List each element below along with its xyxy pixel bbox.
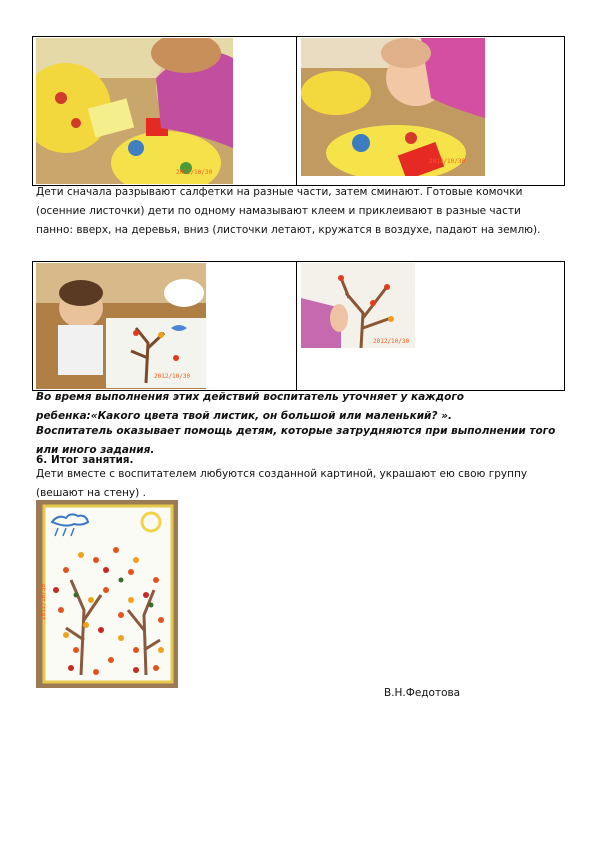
- paragraph-process-description: Дети сначала разрывают салфетки на разные части, затем сминают. Готовые комочки (осенние листочки) дети по одному намазывают клеем и приклеивают в разные части панно: вверх, на деревья, вниз (листочки летают, кружатся в воздухе, падают на землю).: [36, 186, 541, 236]
- author-signature: В.Н.Федотова: [384, 687, 461, 699]
- photo-child-gluing-leaves: [36, 263, 206, 389]
- photo-table-middle: [32, 261, 565, 391]
- paragraph-summary: Дети вместе с воспитателем любуются созданной картиной, украшают ею свою группу (вешают на стену) .: [36, 468, 528, 499]
- photo-date-stamp: 2012/10/30: [154, 373, 191, 380]
- photo-date-stamp: 2012/10/30: [429, 158, 466, 165]
- section-heading: 6. Итог занятия.: [36, 454, 134, 466]
- paragraph-teacher-question: Во время выполнения этих действий воспитатель уточняет у каждого ребенка:«Какого цвета твой листик, он большой или маленький? ».: [36, 391, 465, 422]
- photo-cell-top-left: [33, 37, 297, 186]
- photo-cell-mid-right: [297, 262, 565, 391]
- photo-final-artwork: [36, 500, 178, 688]
- photo-date-stamp: 2012/10/30: [176, 169, 213, 176]
- photo-hand-on-panel: [301, 263, 415, 348]
- photo-child-crumpling-napkin: [301, 38, 485, 176]
- photo-child-tearing-napkins: [36, 38, 233, 184]
- photo-cell-top-right: [297, 37, 565, 186]
- photo-table-top: [32, 36, 565, 186]
- photo-date-stamp: 2012/10/30: [40, 583, 47, 620]
- paragraph-teacher-help: Воспитатель оказывает помощь детям, которые затрудняются при выполнении того или иного задания.: [36, 425, 556, 456]
- photo-date-stamp: 2012/10/30: [373, 338, 410, 345]
- photo-cell-mid-left: [33, 262, 297, 391]
